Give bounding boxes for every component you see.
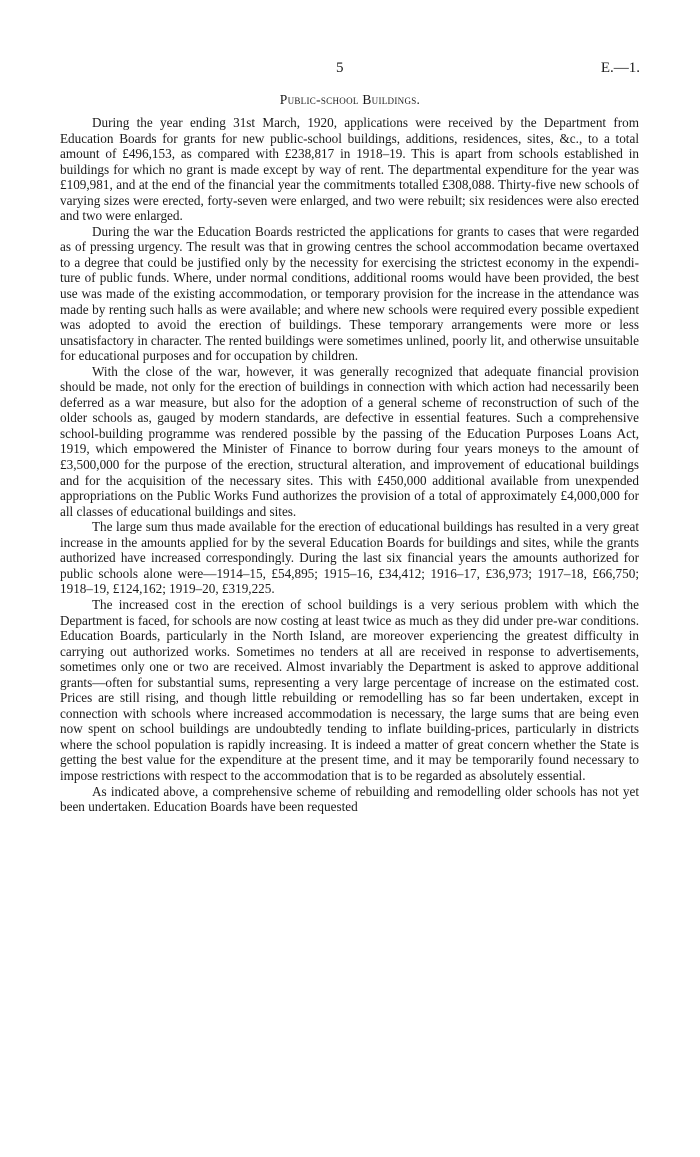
document-reference: E.—1. (600, 60, 640, 76)
body-text (60, 115, 639, 815)
paragraph: As indicated above, a comprehensive scheme of rebuilding and remodelling older schools has not yet been undertaken. Education Boards have been requested (60, 783, 639, 815)
section-title: Public-school Buildings. (279, 92, 421, 107)
paragraph: During the war the Education Boards restricted the applications for grants to cases that were regarded as of pressing urgency. The result was that in growing centres the school accommodation became overtaxed to a degree that could be justified only by the necessity for exercising the strictest economy in the expenditure of public funds. Where, under normal conditions, additional rooms would have been provided, the best use was made of the existing accommodation, or temporary provision for the increase in the attendance was made by renting such halls as were available; and where new schools were required every possible expedient was adopted to avoid the erection of buildings. These temporary arrangements were more or less unsatisfactory in character. The rented buildings were sometimes unlined, poorly lit, and otherwise unsuitable for educational purposes and for occupation by children. (60, 223, 639, 364)
paragraph: The increased cost in the erection of school buildings is a very serious problem with which the Department is faced, for schools are now costing at least twice as much as they did under pre-war conditions. Education Boards, particularly in the North Island, are moreover experiencing the greatest difficulty in carrying out authorized works. Sometimes no tenders at all are received in response to advertisements, sometimes only one or two are received. Almost invariably the Department is asked to approve additional grants—often for substantial sums, representing a very large percentage of increase on the estimated cost. Prices are still rising, and though little rebuilding or remodelling has so far been undertaken, except in connection with schools where increased accommodation is necessary, the large sums that are being even now spent on school buildings are undoubtedly tending to inflate building-prices, particularly in districts where the school population is rapidly increasing. It is indeed a matter of great concern whether the State is getting the best value for the expenditure at the present time, and it may be temporarily found necessary to impose restrictions with respect to the accommodation that is to be regarded as absolutely essential. (60, 596, 639, 783)
page-number: 5 (336, 60, 344, 76)
page-header (0, 60, 700, 82)
paragraph: During the year ending 31st March, 1920, applications were received by the Department from Education Boards for grants for new public-school buildings, additions, residences, sites, &c., to a total amount of £496,153, as compared with £238,817 in 1918–19. This is apart from schools established in buildings for which no grant is made except by way of rent. The departmental expenditure for the year was £109,981, and at the end of the financial year the commitments totalled £308,088. Thirty-five new schools of varying sizes were erected, forty-seven were enlarged, and two were rebuilt; six residences were also erected and two were enlarged. (60, 115, 639, 224)
paragraph: The large sum thus made available for the erection of educational buildings has resulted in a very great increase in the amounts applied for by the several Education Boards for buildings and sites, while the grants authorized have increased correspondingly. During the last six financial years the amounts authorized for public schools alone were—1914–15, £54,895; 1915–16, £34,412; 1916–17, £36,973; 1917–18, £66,750; 1918–19, £124,162; 1919–20, £319,225. (60, 519, 639, 597)
paragraph: With the close of the war, however, it was generally recognized that adequate financial provision should be made, not only for the erection of buildings in connection with which action had necessarily been deferred as a war measure, but also for the adoption of a general scheme of reconstruction of such of the older schools as, gauged by modern standards, are defective in essential features. Such a comprehensive school-building programme was rendered possible by the passing of the Education Purposes Loans Act, 1919, which empowered the Minister of Finance to borrow during four years moneys to the amount of £3,500,000 for the purpose of the erection, structural alteration, and improvement of educational buildings and for the acquisition of the necessary sites. This with £450,000 additional available from unexpended appropriations on the Public Works Fund authorizes the provision of a total of approximately £4,000,000 for all classes of educational buildings and sites. (60, 363, 639, 519)
